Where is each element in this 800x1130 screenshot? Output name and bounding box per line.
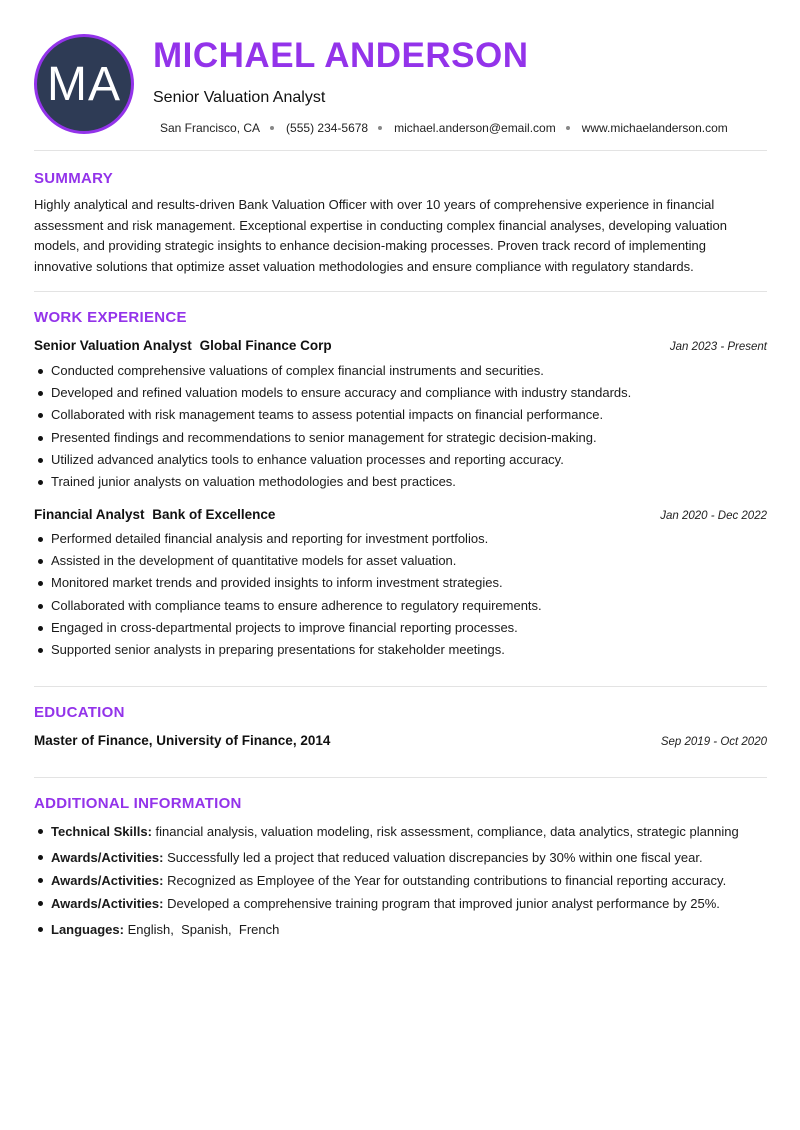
list-item: Developed and refined valuation models to ensure accuracy and compliance with industry standards. [51, 382, 767, 404]
info-label: Languages: [51, 922, 124, 937]
contact-location: San Francisco, CA [160, 121, 261, 135]
avatar [34, 34, 134, 134]
list-item [51, 820, 767, 843]
list-item: Presented findings and recommendations to senior management for strategic decision-making. [51, 427, 767, 449]
info-text: English, Spanish, French [127, 922, 280, 937]
list-item: Assisted in the development of quantitative models for asset valuation. [51, 550, 767, 572]
job-bullets [34, 360, 767, 493]
additional-info-list [34, 820, 767, 941]
summary-text: Highly analytical and results-driven Bank Valuation Officer with over 10 years of comprehensive experience in financial assessment and risk management. Exceptional expertise in conducting complex financial analyses, developing valuation models, and providing strategic insights to enhance decision-making processes. Proven track record of implementing innovative solutions that optimize asset valuation methodologies and ensure compliance with regulatory standards. [34, 197, 728, 274]
avatar-initials: MA [47, 57, 121, 111]
contact-email[interactable]: michael.anderson@email.com [394, 121, 556, 135]
job-company: Global Finance Corp [199, 338, 332, 353]
job-company: Bank of Excellence [152, 507, 276, 522]
divider [34, 150, 767, 151]
job-role: Financial Analyst [34, 507, 145, 522]
list-item: Engaged in cross-departmental projects to improve financial reporting processes. [51, 617, 767, 639]
list-item: Monitored market trends and provided insights to inform investment strategies. [51, 572, 767, 594]
divider [34, 686, 767, 687]
info-label: Awards/Activities: [51, 850, 164, 865]
job-header [34, 507, 767, 522]
candidate-name: MICHAEL ANDERSON [153, 36, 529, 75]
list-item [51, 918, 767, 941]
job-dates: Jan 2023 - Present [669, 341, 767, 353]
separator-dot [270, 126, 274, 130]
info-text: Successfully led a project that reduced valuation discrepancies by 30% within one fiscal year. [167, 850, 703, 865]
list-item [51, 869, 767, 892]
contact-phone: (555) 234-5678 [286, 121, 369, 135]
contact-website[interactable]: www.michaelanderson.com [581, 121, 728, 135]
job-header [34, 338, 767, 353]
education-heading: EDUCATION [34, 704, 125, 721]
list-item: Trained junior analysts on valuation methodologies and best practices. [51, 471, 767, 493]
info-label: Technical Skills: [51, 824, 152, 839]
summary-heading: SUMMARY [34, 170, 114, 187]
list-item: Performed detailed financial analysis and reporting for investment portfolios. [51, 528, 767, 550]
separator-dot [378, 126, 382, 130]
additional-info-heading: ADDITIONAL INFORMATION [34, 795, 242, 812]
job-dates: Jan 2020 - Dec 2022 [660, 510, 767, 522]
info-label: Awards/Activities: [51, 896, 164, 911]
list-item [51, 892, 767, 915]
job-role-line [34, 507, 275, 522]
work-experience-heading: WORK EXPERIENCE [34, 309, 187, 326]
divider [34, 291, 767, 292]
list-item: Conducted comprehensive valuations of complex financial instruments and securities. [51, 360, 767, 382]
info-text: Developed a comprehensive training program that improved junior analyst performance by 25%. [167, 896, 720, 911]
info-text: Recognized as Employee of the Year for outstanding contributions to financial reporting accuracy. [167, 873, 727, 888]
separator-dot [566, 126, 570, 130]
job-role-line [34, 338, 332, 353]
list-item: Collaborated with compliance teams to ensure adherence to regulatory requirements. [51, 595, 767, 617]
contact-bar [160, 121, 728, 135]
list-item: Supported senior analysts in preparing presentations for stakeholder meetings. [51, 639, 767, 661]
divider [34, 777, 767, 778]
info-label: Awards/Activities: [51, 873, 164, 888]
job-role: Senior Valuation Analyst [34, 338, 192, 353]
candidate-title: Senior Valuation Analyst [153, 89, 326, 106]
education-row [34, 733, 767, 748]
job-bullets [34, 528, 767, 661]
education-degree: Master of Finance, University of Finance, 2014 [34, 733, 331, 748]
info-text: financial analysis, valuation modeling, risk assessment, compliance, data analytics, strategic planning [155, 824, 739, 839]
list-item: Collaborated with risk management teams to assess potential impacts on financial performance. [51, 404, 767, 426]
list-item [51, 846, 767, 869]
list-item: Utilized advanced analytics tools to enhance valuation processes and reporting accuracy. [51, 449, 767, 471]
education-dates: Sep 2019 - Oct 2020 [660, 736, 767, 748]
